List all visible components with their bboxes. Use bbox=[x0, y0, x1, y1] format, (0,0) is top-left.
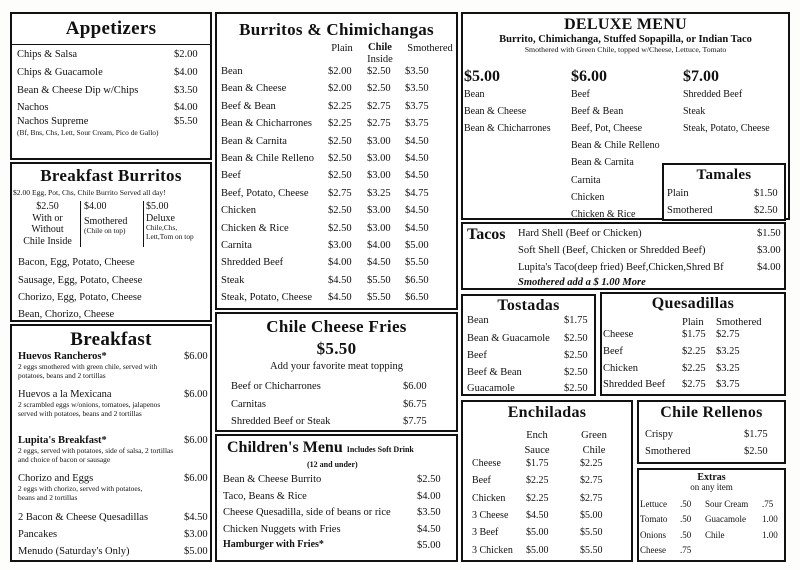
menu-price: $6.00 bbox=[403, 381, 427, 392]
item-description: 2 scrambled eggs w/onions, tomatoes, jalapenos served with potatoes, beans and 2 tortillas bbox=[18, 400, 161, 418]
menu-item: Chicken & Rice bbox=[571, 208, 636, 220]
col-header-smothered: Smothered bbox=[716, 317, 762, 328]
row-price: $2.00 bbox=[328, 66, 352, 77]
col-header-plain: Plain bbox=[682, 317, 704, 328]
row-price: $2.50 bbox=[328, 170, 352, 182]
row-price: $4.50 bbox=[367, 257, 391, 269]
menu-item: Shredded Beef bbox=[683, 88, 743, 100]
col-header-sauce: Ench Sauce bbox=[524, 430, 550, 457]
row-price: $2.25 bbox=[328, 118, 352, 130]
tostadas-title: Tostadas bbox=[497, 297, 560, 314]
burrito-size-columns bbox=[15, 201, 211, 249]
menu-item: Bean & Carnita bbox=[571, 157, 634, 169]
row-price: $5.00 bbox=[405, 240, 429, 251]
burritos-title: Burritos & Chimichangas bbox=[239, 20, 434, 39]
menu-item: Chicken Nuggets with Fries bbox=[223, 524, 341, 535]
menu-price: $6.00 bbox=[184, 435, 208, 446]
column-label: With or bbox=[32, 212, 63, 224]
row-price: $4.75 bbox=[405, 187, 429, 199]
menu-item: Plain bbox=[667, 188, 689, 199]
row-price: $3.25 bbox=[716, 362, 740, 374]
row-price: $2.50 bbox=[367, 83, 391, 95]
row-label: Chicken bbox=[472, 492, 506, 504]
extra-item: Guacamole 1.00 bbox=[705, 514, 778, 525]
column-label: Smothered bbox=[84, 215, 128, 227]
appetizers-title: Appetizers bbox=[12, 18, 210, 45]
row-label: Cheese bbox=[472, 458, 501, 469]
item-description: 2 eggs smothered with green chile, served with potatoes, beans and 2 tortillas bbox=[18, 362, 158, 380]
row-price: $3.50 bbox=[405, 66, 429, 77]
row-label: Bean & Carnita bbox=[221, 135, 287, 147]
menu-item: Shredded Beef or Steak bbox=[231, 416, 331, 427]
row-price: $4.50 bbox=[405, 135, 429, 147]
row-price: $5.50 bbox=[580, 527, 603, 539]
childrens-age-note: (12 and under) bbox=[307, 460, 358, 469]
menu-item: Beef & Bean bbox=[571, 105, 624, 117]
quesadillas-title: Quesadillas bbox=[651, 295, 735, 312]
table-row bbox=[602, 346, 788, 363]
rellenos-section bbox=[637, 400, 786, 464]
chile-fries-price: $5.50 bbox=[316, 339, 357, 358]
menu-item: Nachos Supreme bbox=[17, 116, 89, 127]
menu-price: $2.50 bbox=[754, 205, 778, 216]
item-description: 2 eggs with chorizo, served with potatoes, beans and 2 tortillas bbox=[18, 484, 143, 502]
menu-item: Huevos a la Mexicana bbox=[18, 389, 112, 400]
tacos-title: Tacos bbox=[467, 226, 506, 243]
extra-item: Chile 1.00 bbox=[705, 529, 778, 540]
menu-price: $7.75 bbox=[403, 416, 427, 427]
row-price: $2.75 bbox=[367, 118, 391, 130]
extras-section bbox=[637, 468, 786, 562]
row-label: Bean bbox=[221, 66, 243, 77]
menu-item: Nachos bbox=[17, 102, 49, 113]
menu-price: $2.00 bbox=[174, 49, 198, 60]
breakfast-title: Breakfast bbox=[70, 329, 152, 350]
row-price: $2.75 bbox=[328, 187, 352, 199]
extras-subtitle: on any item bbox=[690, 482, 733, 492]
row-label: Steak, Potato, Cheese bbox=[221, 292, 312, 304]
row-price: $4.00 bbox=[328, 257, 352, 269]
row-price: $2.50 bbox=[328, 153, 352, 164]
menu-item: Carnita bbox=[571, 174, 601, 186]
menu-item: Chips & Guacamole bbox=[17, 67, 103, 78]
col-header-smothered: Smothered bbox=[407, 43, 453, 54]
table-row bbox=[602, 379, 788, 396]
tacos-section bbox=[461, 222, 786, 290]
extra-item: Sour Cream .75 bbox=[705, 499, 774, 509]
table-row bbox=[217, 170, 460, 187]
extras-left-col bbox=[640, 497, 691, 558]
menu-item: Lupita's Taco(deep fried) Beef,Chicken,Shred Bf bbox=[518, 262, 724, 273]
row-price: $3.00 bbox=[367, 222, 391, 234]
menu-item: Hamburger with Fries* bbox=[223, 539, 324, 550]
row-price: $3.00 bbox=[367, 205, 391, 217]
menu-item: Bean bbox=[464, 88, 485, 100]
chile-fries-note: Add your favorite meat topping bbox=[270, 361, 403, 372]
row-price: $2.50 bbox=[328, 205, 352, 217]
row-price: $4.50 bbox=[405, 205, 429, 217]
menu-price: $3.50 bbox=[417, 507, 441, 518]
childrens-section bbox=[215, 434, 458, 562]
extra-item: Cheese .75 bbox=[640, 544, 692, 555]
column-label: Deluxe bbox=[146, 212, 175, 224]
extras-right-col bbox=[705, 497, 778, 543]
menu-price: $4.50 bbox=[417, 524, 441, 535]
menu-price: $3.00 bbox=[757, 245, 781, 256]
row-label: Beef & Bean bbox=[221, 100, 276, 112]
row-price: $5.50 bbox=[367, 274, 391, 286]
row-price: $3.75 bbox=[716, 379, 740, 391]
row-price: $4.50 bbox=[328, 274, 352, 286]
burritos-section bbox=[215, 12, 458, 310]
row-price: $2.00 bbox=[328, 83, 352, 95]
table-row bbox=[217, 66, 460, 83]
row-price: $5.50 bbox=[405, 257, 429, 269]
menu-item: Chips & Salsa bbox=[17, 49, 78, 60]
enchiladas-section bbox=[461, 400, 633, 562]
row-price: $5.50 bbox=[367, 292, 391, 304]
col-header-chile: Chile Inside bbox=[367, 42, 393, 65]
menu-price: $6.00 bbox=[184, 389, 208, 400]
row-price: $2.50 bbox=[328, 222, 352, 234]
menu-item: Beef bbox=[467, 350, 487, 361]
menu-item: Crispy bbox=[645, 429, 674, 440]
row-price: $3.00 bbox=[367, 153, 391, 164]
menu-item: Lupita's Breakfast* bbox=[18, 435, 107, 446]
row-price: $5.50 bbox=[580, 544, 603, 556]
row-label: Shredded Beef bbox=[221, 257, 284, 269]
menu-item: Steak bbox=[683, 105, 706, 117]
row-price: $6.50 bbox=[405, 292, 429, 304]
row-price: $1.75 bbox=[526, 458, 549, 469]
row-price: $4.50 bbox=[405, 222, 429, 234]
menu-item: Cheese Quesadilla, side of beans or rice bbox=[223, 507, 391, 518]
row-price: $4.50 bbox=[405, 170, 429, 182]
column-deluxe bbox=[146, 201, 210, 241]
item-note: (Bf, Bns, Chs, Lett, Sour Cream, Pico de Gallo) bbox=[17, 128, 159, 137]
column-label: Chile Inside bbox=[23, 235, 72, 247]
chile-fries-title: Chile Cheese Fries bbox=[266, 317, 407, 336]
row-price: $5.00 bbox=[526, 544, 549, 556]
menu-item: Hard Shell (Beef or Chicken) bbox=[518, 228, 642, 239]
row-price: $4.50 bbox=[405, 153, 429, 164]
tamales-title: Tamales bbox=[696, 167, 752, 183]
table-row bbox=[217, 118, 460, 135]
row-label: Chicken & Rice bbox=[221, 222, 289, 234]
column-chile-inside bbox=[15, 201, 81, 247]
chile-fries-section bbox=[215, 312, 458, 432]
menu-price: $2.50 bbox=[564, 333, 588, 344]
table-row bbox=[217, 101, 460, 118]
extra-item: Onions .50 bbox=[640, 529, 692, 540]
row-label: Beef, Potato, Cheese bbox=[221, 187, 309, 199]
menu-item: Steak, Potato, Cheese bbox=[683, 122, 770, 134]
table-row bbox=[463, 510, 635, 527]
row-price: $2.75 bbox=[580, 475, 603, 487]
row-label: 3 Cheese bbox=[472, 509, 509, 521]
menu-item: Beef bbox=[571, 88, 590, 100]
menu-price: $3.50 bbox=[174, 85, 198, 96]
row-price: $1.75 bbox=[682, 329, 706, 340]
menu-price: $4.00 bbox=[417, 491, 441, 502]
menu-item: Chicken bbox=[571, 191, 605, 203]
column-price: $5.00 bbox=[464, 68, 500, 85]
menu-item: Chorizo, Egg, Potato, Cheese bbox=[18, 292, 142, 303]
row-label: Carnita bbox=[221, 240, 252, 251]
table-row bbox=[217, 205, 460, 222]
tostadas-section bbox=[461, 294, 596, 396]
menu-item: Chorizo and Eggs bbox=[18, 473, 94, 484]
row-price: $6.50 bbox=[405, 274, 429, 286]
menu-price: $4.00 bbox=[174, 102, 198, 113]
row-price: $3.00 bbox=[367, 135, 391, 147]
menu-price: $6.75 bbox=[403, 399, 427, 410]
deluxe-title: DELUXE MENU bbox=[564, 16, 687, 33]
table-row bbox=[463, 527, 635, 544]
menu-item: Beef, Pot, Cheese bbox=[571, 122, 643, 134]
row-price: $3.25 bbox=[367, 187, 391, 199]
enchiladas-title: Enchiladas bbox=[507, 404, 587, 421]
menu-item: Bean & Cheese bbox=[464, 105, 527, 117]
row-label: Bean & Chicharrones bbox=[221, 118, 312, 130]
row-label: Chicken bbox=[221, 205, 256, 217]
table-row bbox=[463, 493, 635, 510]
menu-item: Menudo (Saturday's Only) bbox=[18, 546, 130, 557]
menu-price: $2.50 bbox=[564, 367, 588, 378]
menu-price: $6.00 bbox=[184, 473, 208, 484]
row-label: Beef bbox=[221, 170, 241, 182]
menu-price: $4.00 bbox=[757, 262, 781, 273]
menu-item: Taco, Beans & Rice bbox=[223, 491, 307, 502]
row-label: Bean & Cheese bbox=[221, 83, 287, 95]
row-label: Cheese bbox=[603, 329, 634, 340]
row-price: $2.25 bbox=[682, 362, 706, 374]
table-row bbox=[463, 458, 635, 475]
row-price: $3.00 bbox=[367, 170, 391, 182]
row-label: 3 Beef bbox=[472, 527, 499, 539]
menu-price: $1.50 bbox=[754, 188, 778, 199]
table-row bbox=[217, 136, 460, 153]
tacos-note: Smothered add a $ 1.00 More bbox=[518, 277, 646, 288]
menu-item: Bean & Chicharrones bbox=[464, 122, 551, 134]
table-row bbox=[217, 292, 460, 309]
row-price: $2.25 bbox=[682, 345, 706, 357]
row-price: $2.75 bbox=[580, 492, 603, 504]
row-price: $2.75 bbox=[367, 100, 391, 112]
menu-price: $5.00 bbox=[184, 546, 208, 557]
table-row bbox=[217, 275, 460, 292]
menu-price: $2.50 bbox=[564, 383, 588, 394]
row-price: $2.25 bbox=[526, 475, 549, 487]
row-label: Bean & Chile Relleno bbox=[221, 153, 315, 164]
row-price: $2.75 bbox=[716, 329, 740, 340]
table-row bbox=[217, 223, 460, 240]
col-header-plain: Plain bbox=[331, 43, 353, 54]
table-row bbox=[463, 545, 635, 562]
tamales-section bbox=[662, 163, 786, 221]
column-note: Lett,Tom on top bbox=[146, 231, 194, 241]
deluxe-col-2 bbox=[571, 68, 660, 223]
column-price: $6.00 bbox=[571, 68, 607, 85]
menu-item: Huevos Rancheros* bbox=[18, 351, 107, 362]
row-price: $2.25 bbox=[580, 458, 603, 469]
childrens-title: Children's Menu Includes Soft Drink bbox=[227, 439, 414, 456]
menu-item: Bean, Chorizo, Cheese bbox=[18, 309, 115, 320]
menu-price: $2.50 bbox=[744, 446, 768, 457]
menu-price: $5.00 bbox=[417, 540, 441, 551]
breakfast-section bbox=[10, 324, 212, 562]
column-smothered bbox=[84, 201, 144, 247]
extra-item: Lettuce .50 bbox=[640, 499, 692, 509]
breakfast-burritos-section bbox=[10, 162, 212, 322]
menu-item: 2 Bacon & Cheese Quesadillas bbox=[18, 512, 149, 523]
row-price: $3.25 bbox=[716, 345, 740, 357]
menu-item: Bean & Cheese Burrito bbox=[223, 474, 322, 485]
extra-item: Tomato .50 bbox=[640, 514, 692, 525]
menu-item: Bean & Chile Relleno bbox=[571, 140, 660, 152]
table-row bbox=[602, 363, 788, 380]
deluxe-col-3 bbox=[683, 68, 770, 137]
row-price: $2.75 bbox=[682, 379, 706, 391]
row-label: Beef bbox=[472, 475, 491, 487]
table-row bbox=[217, 240, 460, 257]
row-price: $4.50 bbox=[526, 509, 549, 521]
menu-item: Bean & Cheese Dip w/Chips bbox=[17, 85, 139, 96]
menu-item: Guacamole bbox=[467, 383, 515, 394]
row-price: $2.50 bbox=[328, 135, 352, 147]
menu-item: Bacon, Egg, Potato, Cheese bbox=[18, 257, 135, 268]
table-row bbox=[217, 188, 460, 205]
menu-price: $2.50 bbox=[417, 474, 441, 485]
row-price: $2.50 bbox=[367, 66, 391, 77]
deluxe-note: Smothered with Green Chile, topped w/Cheese, Lettuce, Tomato bbox=[524, 45, 727, 54]
col-header-green-chile: Green Chile bbox=[581, 430, 607, 457]
menu-item: Sausage, Egg, Potato, Cheese bbox=[18, 275, 143, 286]
table-row bbox=[463, 475, 635, 492]
extras-title: Extras bbox=[697, 472, 726, 483]
menu-price: $5.50 bbox=[174, 116, 198, 127]
table-row bbox=[217, 257, 460, 274]
row-price: $3.75 bbox=[405, 118, 429, 130]
row-label: Beef bbox=[603, 345, 623, 357]
row-price: $5.00 bbox=[580, 509, 603, 521]
menu-item: Smothered bbox=[667, 205, 713, 216]
menu-price: $4.50 bbox=[184, 512, 208, 523]
row-price: $3.75 bbox=[405, 100, 429, 112]
menu-item: Carnitas bbox=[231, 399, 266, 410]
menu-price: $6.00 bbox=[184, 351, 208, 362]
column-note: Chile,Chs, bbox=[146, 223, 178, 232]
row-price: $4.50 bbox=[328, 292, 352, 304]
row-price: $2.25 bbox=[328, 100, 352, 112]
row-price: $4.00 bbox=[367, 240, 391, 251]
row-label: 3 Chicken bbox=[472, 544, 513, 556]
menu-item: Bean & Guacamole bbox=[467, 333, 550, 344]
menu-item: Beef or Chicharrones bbox=[231, 381, 321, 392]
column-price: $5.00 bbox=[146, 201, 169, 212]
appetizers-section bbox=[10, 12, 212, 160]
table-row bbox=[602, 329, 788, 346]
menu-price: $1.75 bbox=[744, 429, 768, 440]
quesadillas-section bbox=[600, 292, 786, 396]
menu-price: $3.00 bbox=[184, 529, 208, 540]
row-price: $3.00 bbox=[328, 240, 352, 251]
table-row bbox=[217, 83, 460, 100]
deluxe-col-1 bbox=[464, 68, 551, 137]
deluxe-subtitle: Burrito, Chimichanga, Stuffed Sopapilla, or Indian Taco bbox=[499, 34, 752, 45]
row-label: Shredded Beef bbox=[603, 379, 666, 391]
table-row bbox=[217, 153, 460, 170]
menu-item: Pancakes bbox=[18, 529, 58, 540]
column-price: $2.50 bbox=[36, 201, 59, 212]
menu-price: $1.50 bbox=[757, 228, 781, 239]
breakfast-burritos-subtitle: $2.00 Egg, Pot, Chs, Chile Burrito Served all day! bbox=[13, 188, 166, 197]
menu-item: Bean bbox=[467, 315, 489, 326]
breakfast-burritos-title: Breakfast Burritos bbox=[40, 166, 182, 185]
menu-price: $4.00 bbox=[174, 67, 198, 78]
row-label: Chicken bbox=[603, 362, 638, 374]
menu-price: $1.75 bbox=[564, 315, 588, 326]
rellenos-title: Chile Rellenos bbox=[660, 404, 763, 421]
row-price: $2.25 bbox=[526, 492, 549, 504]
row-label: Steak bbox=[221, 274, 245, 286]
menu-item: Smothered bbox=[645, 446, 691, 457]
menu-item: Soft Shell (Beef, Chicken or Shredded Beef) bbox=[518, 245, 706, 256]
column-label: Without bbox=[31, 224, 64, 235]
menu-item: Beef & Bean bbox=[467, 367, 522, 378]
item-description: 2 eggs, served with potatoes, side of salsa, 2 tortillas and choice of bacon or sausage bbox=[18, 446, 174, 464]
column-price: $4.00 bbox=[84, 201, 107, 212]
column-note: (Chile on top) bbox=[84, 226, 126, 235]
row-price: $5.00 bbox=[526, 527, 549, 539]
menu-price: $2.50 bbox=[564, 350, 588, 361]
row-price: $3.50 bbox=[405, 83, 429, 95]
column-price: $7.00 bbox=[683, 68, 719, 85]
